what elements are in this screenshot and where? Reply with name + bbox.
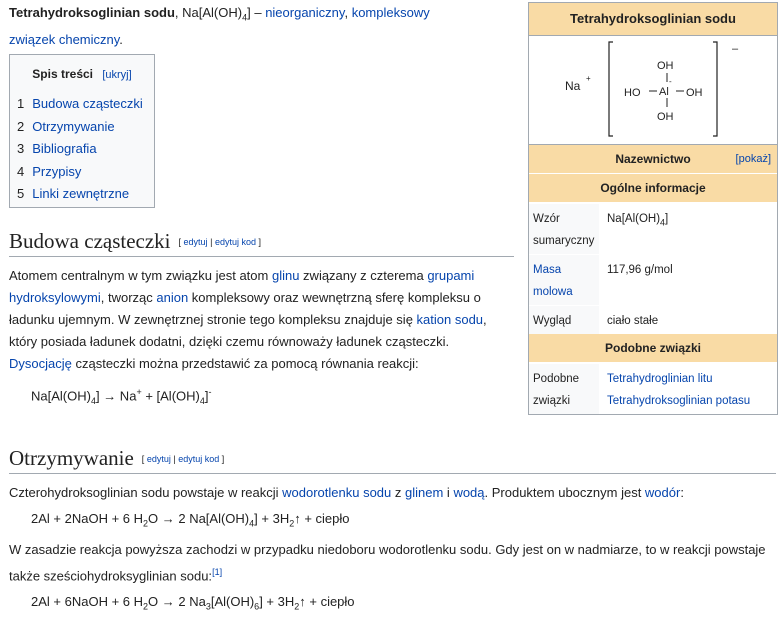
toc-link-otrzymywanie[interactable]: Otrzymywanie [32, 118, 115, 134]
link-zwiazek-chemiczny[interactable]: związek chemiczny [9, 31, 120, 47]
toc-link-przypisy[interactable]: Przypisy [32, 163, 82, 179]
toc-list [10, 93, 154, 206]
link-glin[interactable]: glinem [405, 485, 444, 500]
toc-link-budowa[interactable]: Budowa cząsteczki [32, 96, 143, 111]
paragraph-budowa: Atomem centralnym w tym związku jest atom glinu związany z czterema grupami hydroksylowymi, tworząc anion kompleksowy oraz wewnętrzną sferę kompleksu o ładunku ujemnym. W zewnętrznej stronie tego kompleksu znajduje się kation sodu, który posiada ładunek dodatni, dzięki czemu równoważy ładunek cząsteczki. Dysocjację cząsteczki można przedstawić za pomocą równania reakcji: [9, 268, 487, 371]
anion-charge: – [732, 43, 739, 55]
toc-link-bibliografia[interactable]: Bibliografia [32, 141, 97, 156]
toc-item[interactable]: 5 Linki zewnętrzne [17, 186, 130, 201]
link-masa-molowa[interactable]: Masa molowa [533, 264, 573, 298]
edit-source-link[interactable]: edytuj kod [178, 454, 220, 464]
section-budowa [9, 229, 514, 412]
toc-item[interactable]: 3 Bibliografia [17, 141, 97, 156]
intro-paragraph: Tetrahydroksoglinian sodu, $Na[Al(OH)_4]$ – nieorganiczny, kompleksowy związek chemiczny. [9, 5, 430, 47]
infobox-row-appearance: Wygląd ciało stałe [529, 305, 777, 334]
link-anion[interactable]: anion [156, 290, 189, 305]
link-grupami[interactable]: grupami hydroksylowymi [9, 268, 475, 305]
edit-links: [ edytuj | edytuj kod ] [141, 454, 225, 464]
edit-link[interactable]: edytuj [183, 237, 208, 247]
equation-2: 2Al + 6NaOH + 6 $H_2O \to 2$ $Na_3[Al(OH)_6]$ + $3H_2↑$ + ciepło [31, 593, 355, 612]
paragraph-otrzymywanie-1: Czterohydroksoglinian sodu powstaje w reakcji wodorotlenku sodu z glinem i wodą. Produktem ubocznym jest wodór: [9, 485, 684, 500]
link-woda[interactable]: wodą [453, 485, 485, 500]
equation-dissociation: $Na[Al(OH)_4] \to Na^+ + [Al(OH)_4]^-$ [31, 387, 212, 406]
edit-link[interactable]: edytuj [146, 454, 171, 464]
link-wodor[interactable]: wodór [644, 485, 681, 500]
cation-na: Na [565, 79, 581, 93]
infobox-similar-header: Podobne związki [529, 334, 777, 363]
infobox-row-similar: Podobne związki Tetrahydroglinian litu Tetrahydroksoglinian potasu [529, 363, 777, 414]
intro-formula: Na[Al(OH) [182, 5, 243, 20]
link-glinu[interactable]: glinu [271, 268, 300, 283]
ligand-left: HO [624, 87, 641, 99]
ligand-top: OH [657, 60, 674, 72]
toc-title: Spis treści [32, 67, 93, 81]
link-dysocjacja[interactable]: Dysocjację [9, 356, 72, 371]
link-kation-sodu[interactable]: kation sodu [416, 312, 484, 327]
infobox-general-header: Ogólne informacje [529, 174, 777, 203]
section-heading-otrzymywanie: Otrzymywanie [ edytuj | edytuj kod ] [9, 446, 776, 474]
ligand-bottom: OH [657, 111, 674, 123]
equation-1: 2Al + 2NaOH + 6 $H_2O \to 2$ $Na[Al(OH)_4]$ + $3H_2↑$ + ciepło [31, 511, 350, 529]
structure-diagram [529, 36, 777, 145]
cation-charge: + [586, 74, 591, 83]
link-similar-1[interactable]: Tetrahydroglinian litu [607, 373, 713, 385]
toc-link-linki[interactable]: Linki zewnętrzne [32, 186, 130, 201]
toc-item[interactable]: 2 Otrzymywanie [17, 118, 115, 134]
infobox-title: Tetrahydroksoglinian sodu [529, 3, 777, 36]
infobox [528, 2, 778, 415]
reference-1[interactable]: [1] [212, 566, 223, 577]
link-similar-2[interactable]: Tetrahydroksoglinian potasu [607, 395, 751, 407]
infobox-row-molar-mass: Masa molowa 117,96 g/mol [529, 254, 777, 305]
section-heading-budowa: Budowa cząsteczki [ edytuj | edytuj kod ] [9, 229, 514, 257]
infobox-row-formula: Wzór sumaryczny $Na[Al(OH)_4]$ [529, 203, 777, 254]
toc-toggle[interactable]: [ukryj] [102, 69, 132, 81]
toc-item[interactable]: 4 Przypisy [17, 163, 82, 179]
edit-links: [ edytuj | edytuj kod ] [178, 237, 261, 247]
link-nieorganiczny[interactable]: nieorganiczny [265, 5, 345, 20]
center-charge: - [669, 77, 672, 86]
structure-svg [529, 36, 777, 144]
center-al: Al [659, 86, 669, 98]
show-toggle[interactable]: [pokaż] [735, 153, 771, 165]
article-title-bold: Tetrahydroksoglinian sodu [9, 5, 175, 20]
section-otrzymywanie [9, 446, 776, 618]
link-kompleksowy[interactable]: kompleksowy [351, 5, 430, 20]
edit-source-link[interactable]: edytuj kod [214, 237, 256, 247]
paragraph-otrzymywanie-2: W zasadzie reakcja powyższa zachodzi w przypadku niedoboru wodorotlenku sodu. Gdy jest on w nadmiarze, to w reakcji powstaje także sześciohydroksyglinian sodu:[1] [9, 541, 766, 583]
ligand-right: OH [686, 87, 703, 99]
infobox-naming-header: Nazewnictwo [pokaż] [529, 145, 777, 174]
link-wodorotlenek-sodu[interactable]: wodorotlenku sodu [282, 485, 392, 500]
table-of-contents [9, 54, 155, 208]
toc-item[interactable]: 1 Budowa cząsteczki [17, 96, 143, 111]
